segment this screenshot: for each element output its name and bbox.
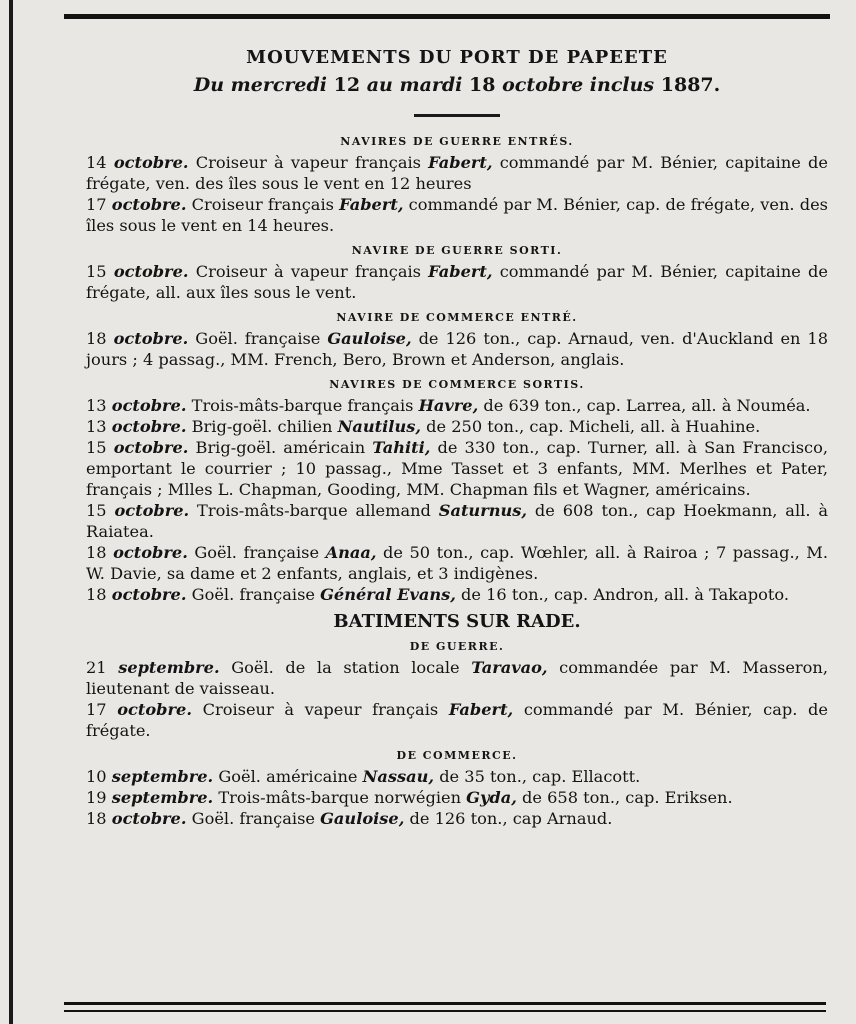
entry-details: commandée par M. Masseron, lieutenant de vaisseau. (86, 658, 828, 698)
entry-ship-name: Saturnus, (438, 501, 528, 520)
entry-ship-name: Gauloise, (320, 809, 405, 828)
entry-details: commandé par M. Bénier, cap. de frégate, ven. des îles sous le vent en 14 heures. (86, 195, 828, 235)
entry-month: octobre. (117, 700, 192, 719)
section-heading: NAVIRE DE GUERRE SORTI. (351, 244, 563, 257)
entry-details: de 126 ton., cap. Arnaud, ven. d'Auckland en 18 jours ; 4 passag., MM. French, Bero, Brown et Anderson, anglais. (86, 329, 829, 369)
entry-month: octobre. (113, 543, 188, 562)
entry-month: octobre. (113, 153, 189, 172)
movement-entry (86, 261, 828, 303)
entry-ship-name: Fabert, (448, 700, 514, 719)
entry-ship-name: Fabert, (428, 153, 493, 172)
entry-ship-name: Taravao, (471, 658, 548, 677)
entry-day: 18 (86, 809, 107, 828)
subsection-heading: DE GUERRE. (409, 640, 505, 653)
section-war-out (86, 244, 828, 303)
entry-month: octobre. (111, 417, 187, 436)
document-page (86, 42, 828, 829)
subtitle-pre: Du mercredi (193, 74, 328, 96)
entry-day: 15 (86, 501, 107, 520)
entry-ship-name: Fabert, (428, 262, 493, 281)
entry-details: de 250 ton., cap. Micheli, all. à Huahine. (426, 417, 761, 436)
entry-day: 15 (86, 438, 107, 457)
entry-month: septembre. (111, 767, 214, 786)
section-roadstead (86, 611, 828, 829)
entry-vessel-type: Goël. française (194, 543, 320, 562)
left-margin-rule (9, 0, 13, 1024)
entry-vessel-type: Croiseur français (191, 195, 334, 214)
entry-list (86, 261, 828, 303)
entry-vessel-type: Trois-mâts-barque français (191, 396, 414, 415)
subsection-heading: DE COMMERCE. (396, 749, 518, 762)
entry-day: 14 (86, 153, 107, 172)
subtitle-year: 1887. (660, 74, 721, 96)
entry-day: 13 (86, 417, 107, 436)
subtitle-day2: 18 (469, 74, 496, 96)
entry-ship-name: Anaa, (325, 543, 377, 562)
title-divider (414, 114, 500, 117)
entry-day: 10 (86, 767, 107, 786)
movement-entry (86, 766, 828, 787)
entry-month: octobre. (113, 262, 189, 281)
top-rule (64, 14, 830, 19)
entry-details: de 16 ton., cap. Andron, all. à Takapoto. (461, 585, 789, 604)
section-war-in (86, 135, 828, 236)
section-heading: NAVIRES DE GUERRE ENTRÉS. (340, 135, 574, 148)
entry-day: 17 (86, 700, 107, 719)
entry-month: octobre. (113, 329, 189, 348)
movement-entry (86, 787, 828, 808)
entry-vessel-type: Goël. française (191, 809, 315, 828)
entry-vessel-type: Croiseur à vapeur français (195, 153, 421, 172)
entry-day: 15 (86, 262, 107, 281)
entry-vessel-type: Goël. américaine (218, 767, 358, 786)
entry-month: octobre. (111, 195, 187, 214)
entry-month: octobre. (111, 809, 187, 828)
entry-details: commandé par M. Bénier, capitaine de frégate, all. aux îles sous le vent. (86, 262, 828, 302)
section-commerce-in (86, 311, 828, 370)
movement-entry (86, 542, 828, 584)
entry-day: 18 (86, 585, 107, 604)
entry-ship-name: Gyda, (466, 788, 517, 807)
entry-month: octobre. (111, 585, 187, 604)
subtitle-post: octobre inclus (502, 74, 655, 96)
entry-vessel-type: Croiseur à vapeur français (202, 700, 439, 719)
entry-month: octobre. (113, 438, 189, 457)
entry-list (86, 766, 828, 829)
entry-day: 13 (86, 396, 107, 415)
entry-list (86, 328, 828, 370)
entry-day: 17 (86, 195, 107, 214)
movement-entry (86, 437, 828, 500)
entry-details: de 50 ton., cap. Wœhler, all. à Rairoa ; 7 passag., M. W. Davie, sa dame et 2 enfants, anglais, et 3 indigènes. (86, 543, 828, 583)
entry-day: 18 (86, 543, 107, 562)
entry-ship-name: Fabert, (339, 195, 404, 214)
movement-entry (86, 395, 828, 416)
subtitle-mid: au mardi (366, 74, 463, 96)
entry-details: de 35 ton., cap. Ellacott. (439, 767, 641, 786)
entry-list (86, 395, 828, 605)
entry-ship-name: Nautilus, (337, 417, 421, 436)
entry-day: 19 (86, 788, 107, 807)
entry-details: de 330 ton., cap. Turner, all. à San Francisco, emportant le courrier ; 10 passag., Mme Tasset et 3 enfants, MM. Merlhes et Pater, français ; Mlles L. Chapman, Gooding, MM. Chapman fils et Wagner, américains. (86, 438, 828, 499)
entry-vessel-type: Brig-goël. américain (195, 438, 366, 457)
movement-entry (86, 194, 828, 236)
movement-entry (86, 699, 828, 741)
page-title: MOUVEMENTS DU PORT DE PAPEETE (246, 47, 668, 68)
entry-ship-name: Havre, (418, 396, 479, 415)
entry-ship-name: Tahiti, (372, 438, 431, 457)
entry-list (86, 657, 828, 741)
entry-details: commandé par M. Bénier, cap. de frégate. (86, 700, 828, 740)
entry-details: commandé par M. Bénier, capitaine de frégate, ven. des îles sous le vent en 12 heures (86, 153, 828, 193)
movement-entry (86, 328, 828, 370)
entry-vessel-type: Trois-mâts-barque norwégien (218, 788, 462, 807)
section-commerce-out (86, 378, 828, 605)
entry-details: de 126 ton., cap Arnaud. (409, 809, 613, 828)
entry-ship-name: Gauloise, (327, 329, 412, 348)
movement-entry (86, 657, 828, 699)
date-range-subtitle (86, 70, 828, 100)
entry-day: 18 (86, 329, 107, 348)
entry-day: 21 (86, 658, 107, 677)
entry-month: octobre. (114, 501, 190, 520)
subtitle-day1: 12 (333, 74, 361, 96)
section-heading: BATIMENTS SUR RADE. (333, 611, 581, 632)
entry-ship-name: Général Evans, (320, 585, 456, 604)
entry-vessel-type: Goël. française (191, 585, 315, 604)
entry-details: de 658 ton., cap. Eriksen. (522, 788, 733, 807)
entry-month: octobre. (111, 396, 187, 415)
movement-entry (86, 808, 828, 829)
entry-vessel-type: Goël. de la station locale (231, 658, 460, 677)
entry-list (86, 152, 828, 236)
bottom-rule-thin (64, 1010, 826, 1012)
entry-vessel-type: Brig-goël. chilien (191, 417, 333, 436)
entry-details: de 608 ton., cap Hoekmann, all. à Raiatea. (86, 501, 828, 541)
movement-entry (86, 500, 828, 542)
entry-month: septembre. (118, 658, 220, 677)
section-heading: NAVIRES DE COMMERCE SORTIS. (329, 378, 585, 391)
entry-details: de 639 ton., cap. Larrea, all. à Nouméa. (483, 396, 811, 415)
entry-month: septembre. (111, 788, 214, 807)
entry-vessel-type: Croiseur à vapeur français (195, 262, 421, 281)
entry-vessel-type: Trois-mâts-barque allemand (197, 501, 431, 520)
entry-ship-name: Nassau, (362, 767, 435, 786)
movement-entry (86, 416, 828, 437)
entry-vessel-type: Goël. française (195, 329, 321, 348)
movement-entry (86, 152, 828, 194)
section-heading: NAVIRE DE COMMERCE ENTRÉ. (336, 311, 578, 324)
bottom-rule (64, 1002, 826, 1005)
movement-entry (86, 584, 828, 605)
